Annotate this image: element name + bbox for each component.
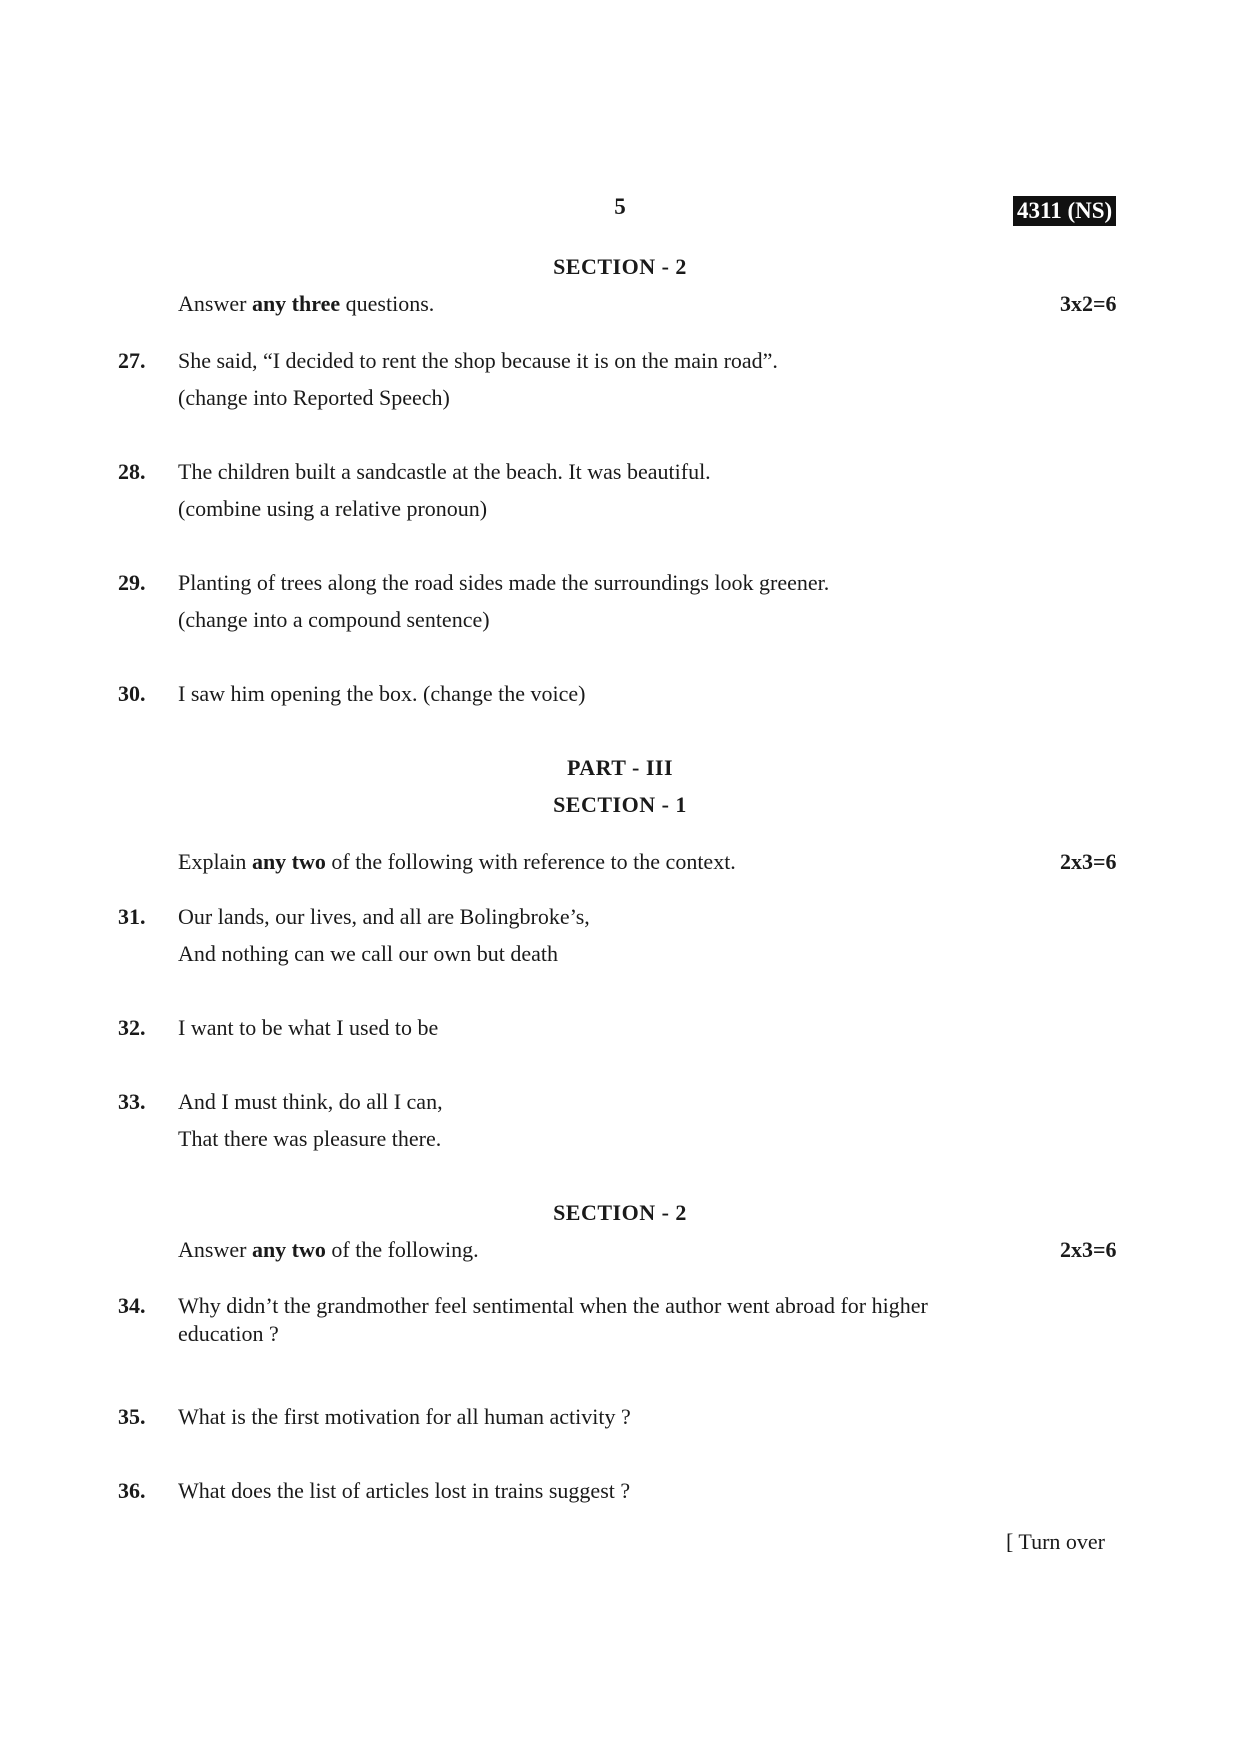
page-number: 5	[614, 194, 626, 219]
question-34-line1: Why didn’t the grandmother feel sentimental when the author went abroad for higher	[178, 1293, 928, 1318]
question-number-36: 36.	[118, 1478, 146, 1503]
instruction-part3-section2	[178, 1237, 479, 1263]
part-heading-part3: PART - III	[566, 755, 674, 780]
question-31-line2: And nothing can we call our own but death	[178, 941, 559, 966]
instruction-text: Answer	[178, 291, 252, 316]
instruction-text: Explain	[178, 849, 252, 874]
question-36-line1: What does the list of articles lost in trains suggest ?	[178, 1478, 631, 1503]
instruction-text: of the following with reference to the context.	[325, 849, 736, 874]
instruction-emphasis: any two	[251, 849, 326, 874]
question-number-33: 33.	[118, 1089, 146, 1114]
instruction-emphasis: any two	[251, 1237, 326, 1262]
instruction-text: of the following.	[325, 1237, 479, 1262]
question-29-line2: (change into a compound sentence)	[178, 607, 490, 632]
instruction-part3-section1	[178, 849, 736, 875]
instruction-text: Answer	[178, 1237, 252, 1262]
question-number-30: 30.	[118, 681, 146, 706]
paper-code-badge: 4311 (NS)	[1013, 196, 1116, 226]
question-number-35: 35.	[118, 1404, 146, 1429]
question-number-31: 31.	[118, 904, 146, 929]
instruction-part2-section2	[178, 291, 434, 317]
marks-part3-section1: 2x3=6	[1060, 849, 1117, 874]
marks-part2-section2: 3x2=6	[1060, 291, 1117, 316]
question-29-line1: Planting of trees along the road sides made the surroundings look greener.	[178, 570, 830, 595]
question-33-line2: That there was pleasure there.	[178, 1126, 442, 1151]
question-number-27: 27.	[118, 348, 146, 373]
question-28-line2: (combine using a relative pronoun)	[178, 496, 488, 521]
question-35-line1: What is the first motivation for all human activity ?	[178, 1404, 631, 1429]
section-heading-part3-section1: SECTION - 1	[553, 792, 687, 817]
question-34-line2: education ?	[178, 1321, 279, 1346]
section-heading-part2-section2: SECTION - 2	[553, 254, 687, 279]
question-number-32: 32.	[118, 1015, 146, 1040]
section-heading-part3-section2: SECTION - 2	[553, 1200, 687, 1225]
question-27-line2: (change into Reported Speech)	[178, 385, 450, 410]
question-28-line1: The children built a sandcastle at the beach. It was beautiful.	[178, 459, 711, 484]
question-32-line1: I want to be what I used to be	[178, 1015, 439, 1040]
question-30-line1: I saw him opening the box. (change the voice)	[178, 681, 586, 706]
instruction-emphasis: any three	[251, 291, 341, 316]
question-27-line1: She said, “I decided to rent the shop because it is on the main road”.	[178, 348, 778, 373]
instruction-text: questions.	[340, 291, 435, 316]
question-33-line1: And I must think, do all I can,	[178, 1089, 443, 1114]
question-number-28: 28.	[118, 459, 146, 484]
marks-part3-section2: 2x3=6	[1060, 1237, 1117, 1262]
turn-over-note: [ Turn over	[1006, 1529, 1106, 1554]
question-number-34: 34.	[118, 1293, 146, 1318]
question-31-line1: Our lands, our lives, and all are Bolingbroke’s,	[178, 904, 590, 929]
question-number-29: 29.	[118, 570, 146, 595]
